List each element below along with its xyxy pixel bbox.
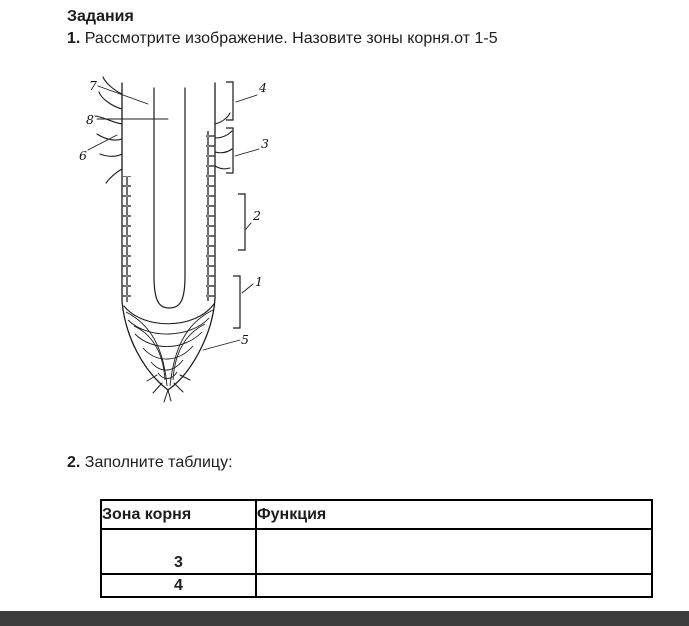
leader-5	[203, 340, 240, 350]
diagram-label-3: 3	[261, 136, 269, 151]
task-2-number: 2.	[67, 454, 81, 471]
table-header-row	[101, 500, 652, 529]
root-outline	[122, 83, 215, 390]
root-diagram	[73, 76, 278, 408]
bracket-zone-1	[233, 276, 240, 328]
task-1-line	[67, 30, 498, 48]
header-function: Функция	[256, 500, 652, 529]
leader-2	[246, 223, 251, 229]
bracket-zone-2	[238, 194, 245, 250]
table-wrap	[100, 499, 653, 598]
table-row	[101, 574, 652, 597]
task-1-text: Рассмотрите изображение. Назовите зоны корня.от 1-5	[80, 30, 498, 47]
cell-strip-left	[122, 176, 131, 302]
diagram-label-6: 6	[79, 148, 87, 163]
leader-7	[98, 86, 148, 104]
diagram-label-1: 1	[255, 274, 263, 289]
leader-4	[236, 95, 257, 102]
header-zone: Зона корня	[101, 500, 256, 529]
leader-3	[235, 149, 259, 156]
task-2-line	[67, 454, 233, 472]
cell-function-3	[256, 529, 652, 574]
task-1-number: 1.	[67, 30, 81, 47]
cell-strip-right	[206, 131, 215, 301]
task-2-text: Заполните таблицу:	[80, 454, 233, 471]
diagram-label-2: 2	[253, 208, 261, 223]
diagram-label-5: 5	[241, 332, 249, 347]
zones-table	[100, 499, 653, 598]
root-hairs-right	[215, 113, 232, 169]
page-title: Задания	[67, 8, 134, 25]
diagram-label-8: 8	[86, 112, 94, 127]
zone-brackets	[226, 82, 245, 328]
central-cylinder	[154, 88, 185, 308]
root-cap-mesh	[126, 310, 213, 386]
cell-function-4	[256, 574, 652, 597]
cell-zone-4: 4	[101, 574, 256, 597]
bottom-bar	[0, 611, 689, 626]
root-tip-rootlets	[147, 375, 190, 402]
diagram-label-4: 4	[259, 80, 267, 95]
cell-zone-3: 3	[101, 529, 256, 574]
root-diagram-figure	[73, 76, 278, 408]
diagram-label-7: 7	[89, 78, 97, 93]
leader-1	[242, 284, 253, 293]
root-cap-boundary	[124, 304, 214, 324]
leader-lines	[88, 86, 259, 350]
table-row	[101, 529, 652, 574]
